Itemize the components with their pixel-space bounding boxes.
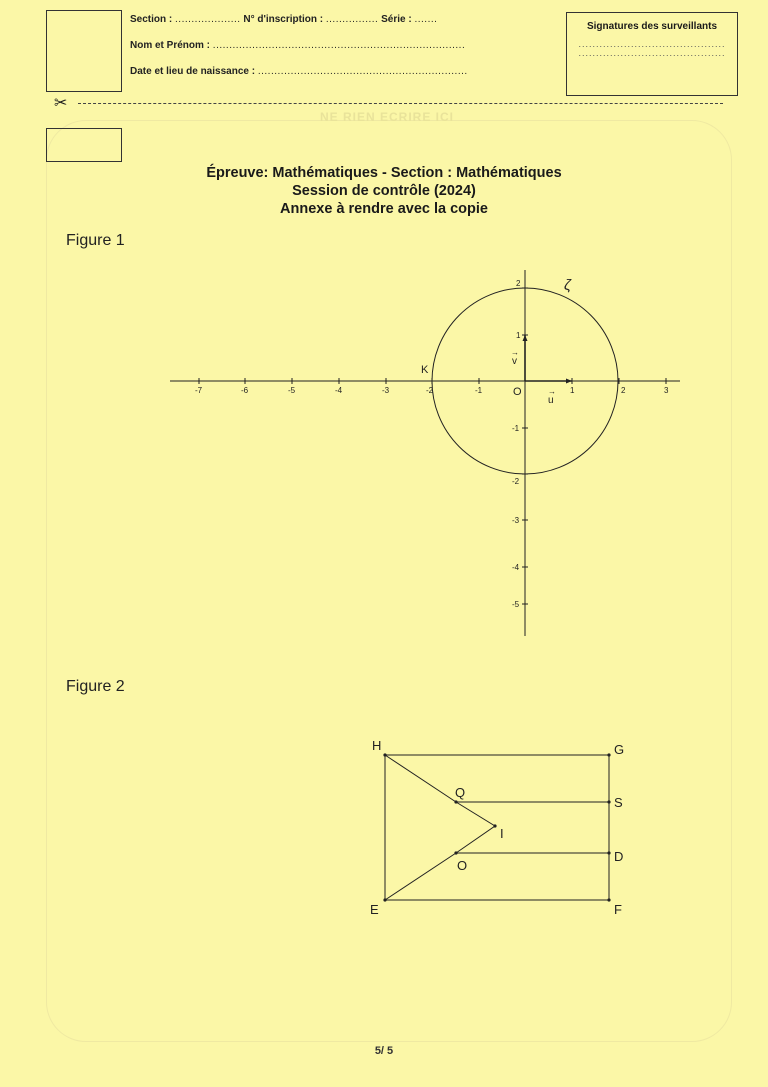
point-h: H [372,738,382,753]
curve-label: ζ [564,277,571,294]
vector-v-label: v [512,356,517,367]
annexe-title: Annexe à rendre avec la copie [280,201,488,217]
y-tick-label: 1 [516,331,521,340]
nom-line: Nom et Prénom : ............................................................................. [130,40,466,51]
vector-v-arrow [523,335,528,341]
y-tick-label: -4 [512,563,520,572]
signatures-title: Signatures des surveillants [586,21,718,32]
x-tick-label: -3 [382,386,390,395]
y-tick-label: 2 [516,279,521,288]
inscription-label: N° d'inscription : [243,14,324,25]
figure2-diagram [0,700,768,940]
point-s: S [614,795,623,810]
signature-lines: .......................................... .......................................... [578,39,726,58]
scissors-icon: ✂ [54,95,68,112]
x-tick-label: 2 [621,386,626,395]
vector-u-arrow [566,379,572,384]
y-tick-label: -2 [512,477,520,486]
date-line: Date et lieu de naissance : ................................................................ [130,66,468,77]
x-tick-label: -7 [195,386,203,395]
point-k-label: K [421,364,429,376]
x-tick-label: -5 [288,386,296,395]
date-label: Date et lieu de naissance : [130,66,256,77]
page-number: 5/ 5 [374,1045,394,1057]
vector-u-label: u [548,395,554,406]
y-tick-label: -3 [512,516,520,525]
vector-u-arrow-mark: → [548,387,556,396]
exam-title: Épreuve: Mathématiques - Section : Mathématiques [206,165,562,181]
point-o: O [457,858,468,873]
point-d: D [614,849,624,864]
polyline-h-q-i-o-e [385,755,495,900]
figure2-label: Figure 2 [66,678,125,695]
x-tick-label: -4 [335,386,343,395]
x-tick-label: -1 [475,386,483,395]
x-tick-label: 3 [664,386,669,395]
section-label: Section : [130,14,173,25]
x-tick-label: -6 [241,386,249,395]
x-tick-label: -2 [426,386,434,395]
y-tick-label: -5 [512,600,520,609]
origin-label: O [513,386,522,398]
vector-v-arrow-mark: → [511,348,519,357]
section-line: Section : .................... N° d'inscription : ................ Série : ....... [130,14,438,25]
point-e: E [370,902,379,917]
watermark: NE RIEN ECRIRE ICI [320,110,455,124]
nom-label: Nom et Prénom : [130,40,211,51]
point-i: I [500,826,504,841]
figure1-label: Figure 1 [66,232,125,249]
x-tick-label: 1 [570,386,575,395]
point-q: Q [455,785,466,800]
point-g: G [614,742,625,757]
session-title: Session de contrôle (2024) [292,183,476,199]
y-tick-label: -1 [512,424,520,433]
serie-label: Série : [381,14,412,25]
point-f: F [614,902,622,917]
